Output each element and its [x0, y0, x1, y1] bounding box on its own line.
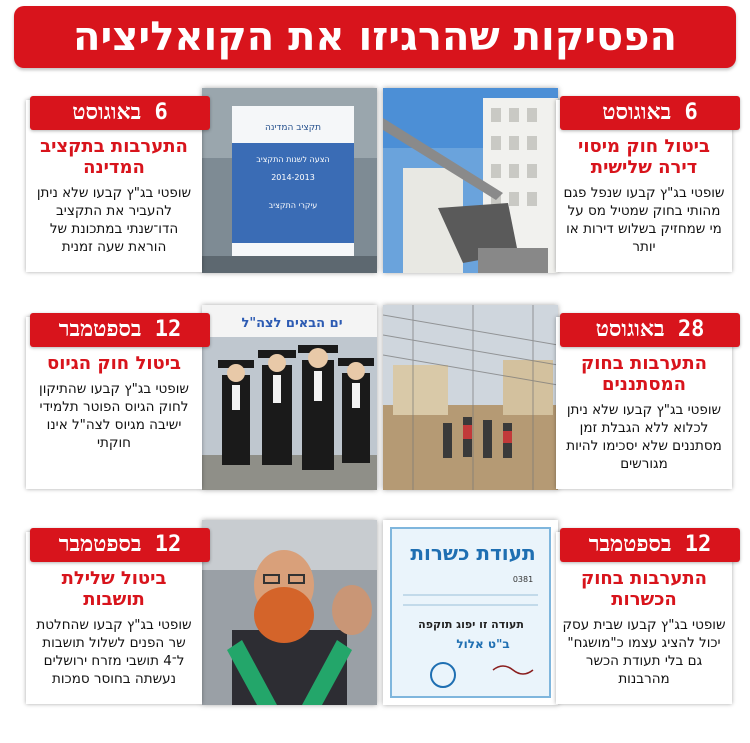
ruling-text	[556, 317, 732, 489]
ruling-date: 12 בספטמבר	[30, 313, 210, 347]
ruling-text	[26, 317, 202, 489]
budget-book-photo	[202, 88, 377, 273]
budget-book-title: תקציב המדינה	[264, 123, 322, 133]
ruling-date: 6 באוגוסט	[560, 96, 740, 130]
ruling-title: ביטול שלילת תושבות	[61, 568, 167, 610]
certificate-number: 0381	[512, 575, 534, 584]
ruling-text	[556, 100, 732, 272]
ruling-card	[20, 520, 375, 716]
certificate-heading: תעודת כשרות	[410, 541, 536, 565]
ruling-body: שופטי בג"ץ קבעו שלא ניתן להעביר את התקציב הדו־שנתי במתכונת של הוראת שעה זמנית	[36, 185, 192, 255]
budget-book-subtitle: הצעה לשנות התקציב	[256, 155, 330, 164]
budget-book-highlights: עיקרי התקציב	[268, 201, 318, 210]
ruling-date: 28 באוגוסט	[560, 313, 740, 347]
kashrut-certificate-photo	[383, 520, 558, 705]
ruling-card	[383, 88, 738, 284]
page-title: הפסיקות שהרגיזו את הקואליציה	[14, 6, 736, 68]
certificate-date: ב"ט אלול	[456, 637, 510, 651]
yeshiva-students-photo	[202, 305, 377, 490]
ruling-card	[20, 305, 375, 501]
ruling-body: שופטי בג"ץ קבעו שנפל פגם מהותי בחוק שמטיל מס על מי שמחזיק בשלוש דירות או יותר	[563, 185, 725, 255]
ruling-body: שופטי בג"ץ קבעו שלא ניתן לכלוא ללא הגבלת זמן מסתננים שלא יסכימו להיות מגורשים	[566, 402, 722, 472]
ruling-text	[26, 532, 202, 704]
ruling-date: 12 בספטמבר	[560, 528, 740, 562]
recruitment-sign-text: ים הבאים לצה"ל	[241, 316, 343, 331]
ruling-text	[26, 100, 202, 272]
construction-crane-photo	[383, 88, 558, 273]
ruling-title: ביטול חוק הגיוס	[46, 353, 182, 374]
migrants-fence-photo	[383, 305, 558, 490]
ruling-title: התערבות בחוק המסתננים	[581, 353, 707, 395]
ruling-title: ביטול חוק מיסוי דירה שלישית	[578, 136, 710, 178]
ruling-body: שופטי בג"ץ קבעו שהתיקון לחוק הגיוס הפוטר תלמידי ישיבה מגיוס לצה"ל אינו חוקתי	[39, 381, 189, 451]
certificate-expiry: תעודה זו יפוג תוקפה	[418, 618, 524, 631]
ruling-date: 6 באוגוסט	[30, 96, 210, 130]
ruling-body: שופטי בג"ץ קבעו שהחלטת שר הפנים לשלול תושבות ל־4 תושבי מזרח ירושלים נעשתה בחוסר סמכות	[36, 617, 192, 687]
portrait-photo	[202, 520, 377, 705]
ruling-text	[556, 532, 732, 704]
ruling-title: התערבות בתקציב המדינה	[40, 136, 188, 178]
ruling-card	[20, 88, 375, 284]
ruling-date: 12 בספטמבר	[30, 528, 210, 562]
ruling-body: שופטי בג"ץ קבעו שבית עסק יכול להציג עצמו כ"מושגח" גם בלי תעודת הכשר מהרבנות	[562, 617, 726, 687]
ruling-card	[383, 520, 738, 716]
budget-book-years: 2014-2013	[271, 173, 315, 182]
ruling-title: התערבות בחוק הכשרות	[581, 568, 707, 610]
ruling-card	[383, 305, 738, 501]
